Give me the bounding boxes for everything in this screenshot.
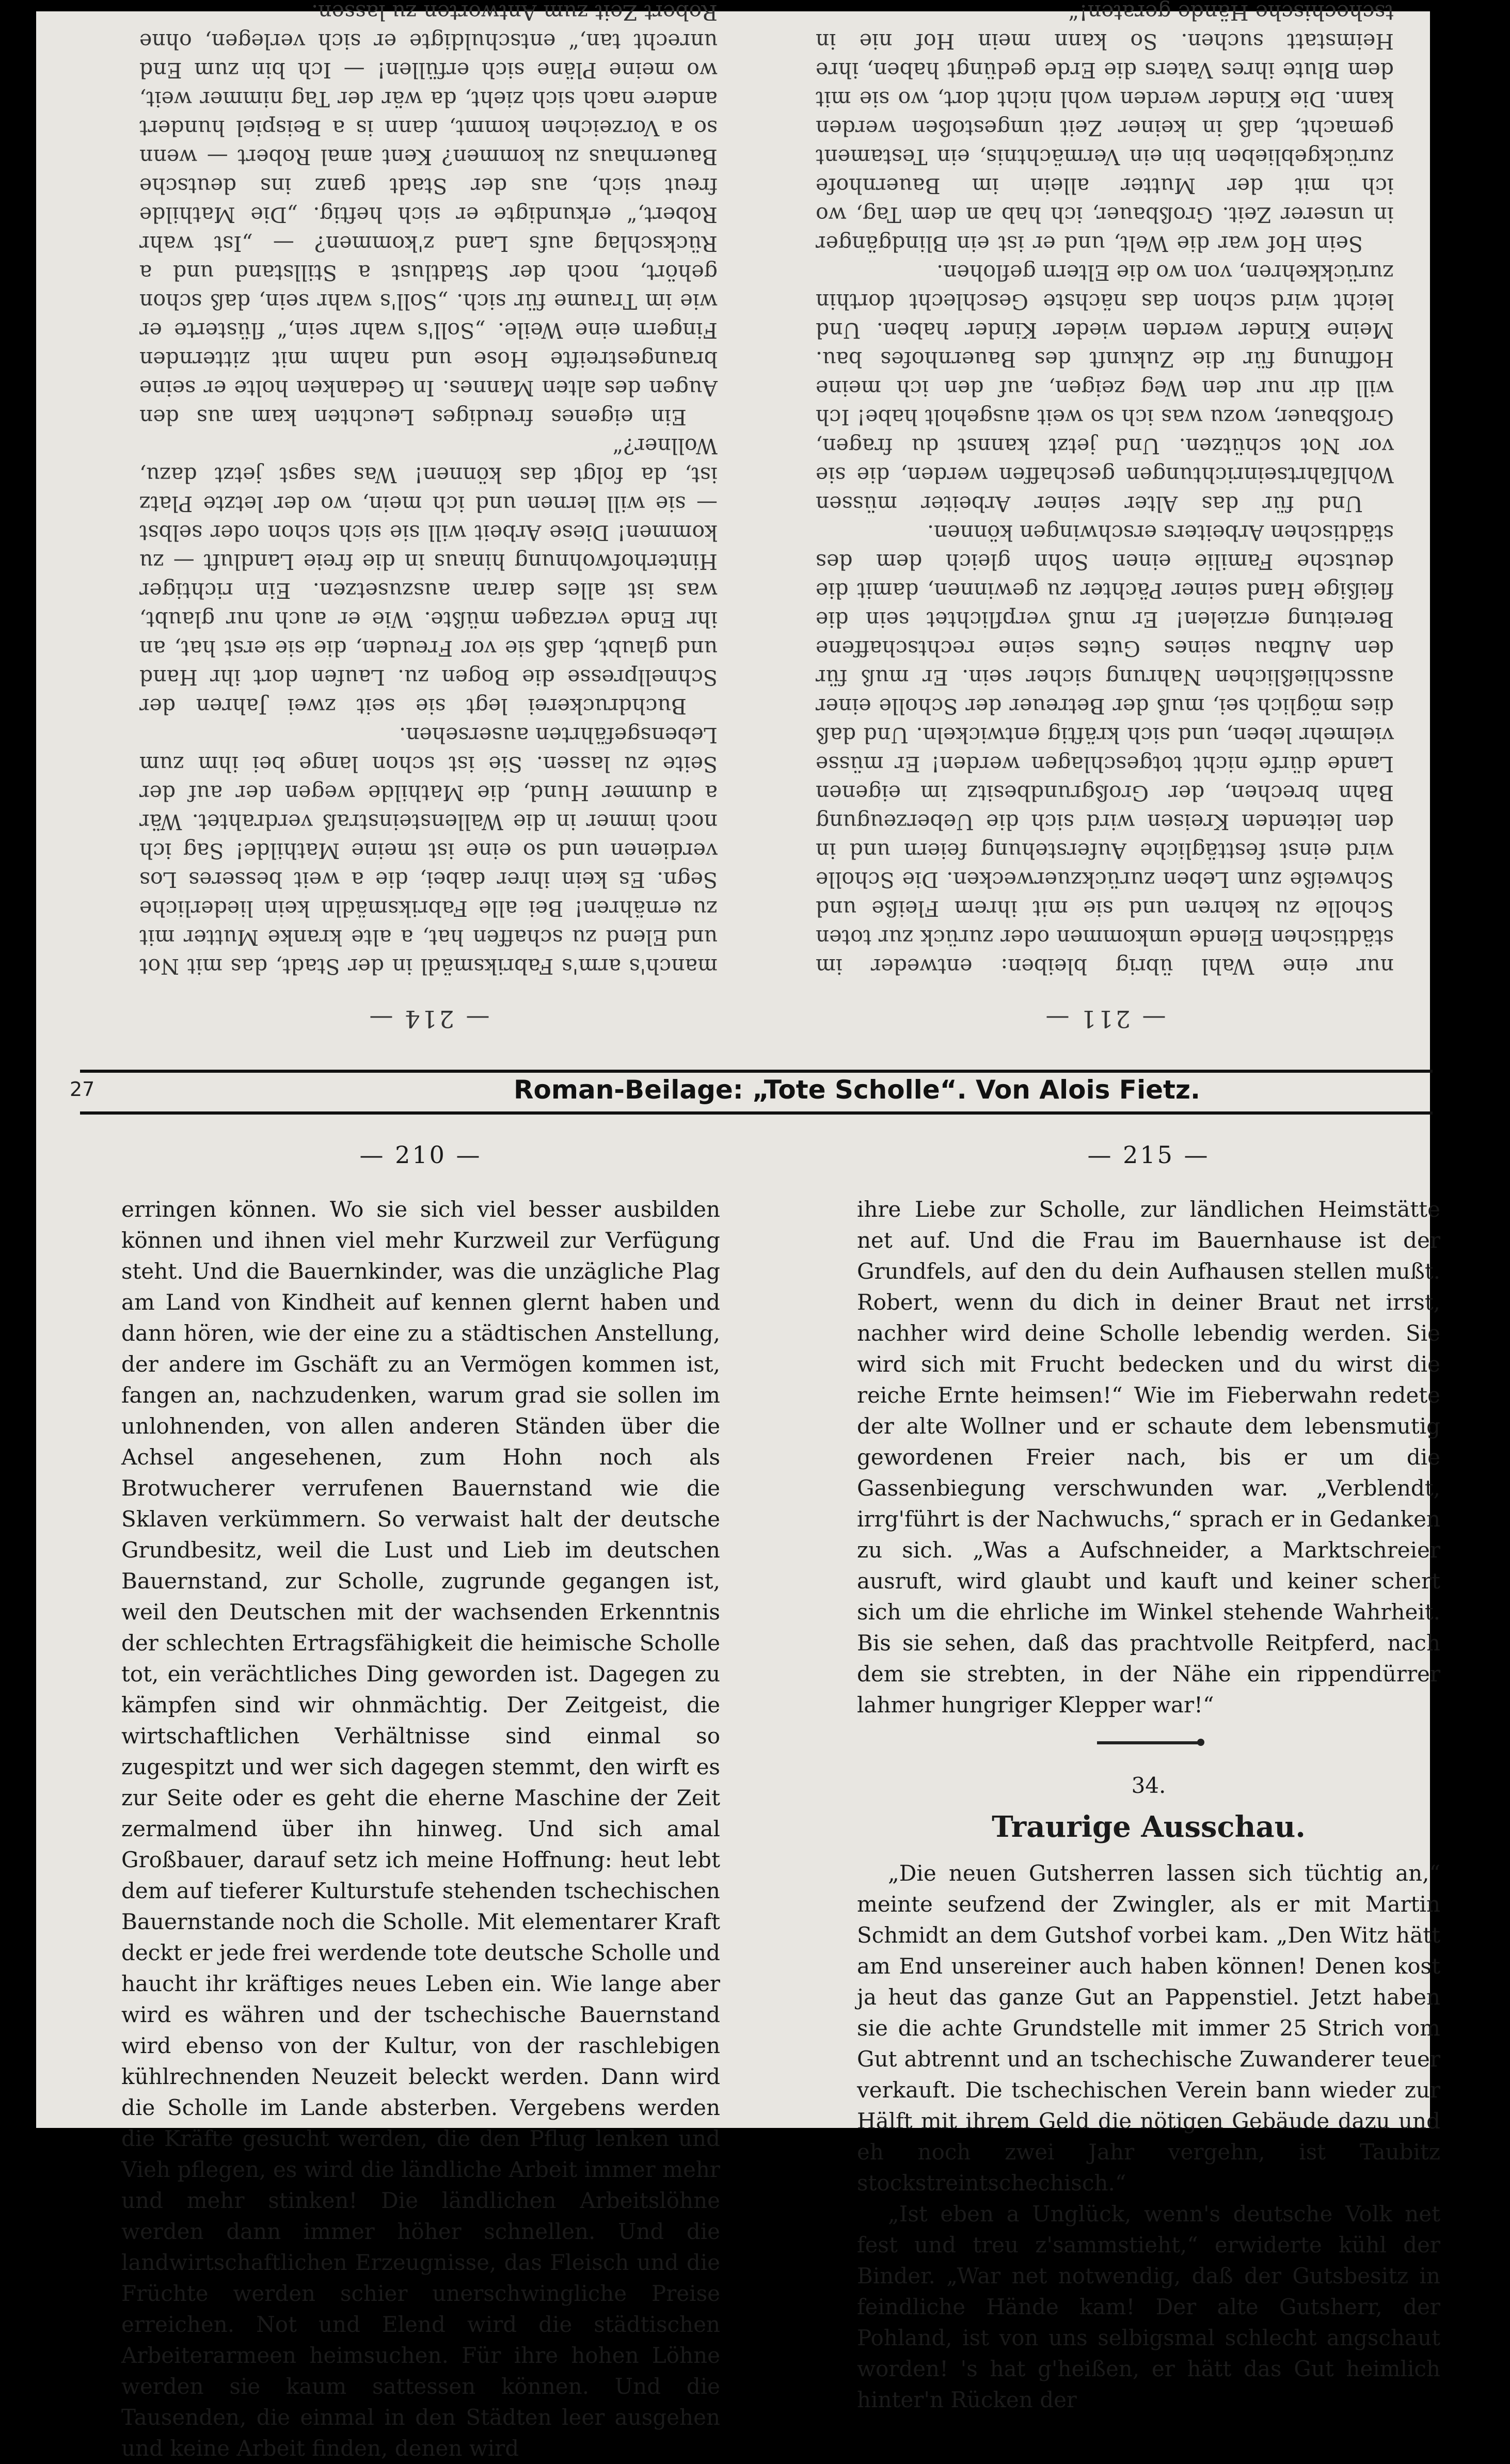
paragraph: Buchdruckerei legt sie seit zwei Jahren der Schnellpresse die Bogen zu. Laufen dort ihr Hand und glaubt, daß sie vor Freuden, die sie erst hat, an ihr Ende verzagen müßte. Wie er auch nur glaubt, was ist alles daran auszusetzen. Ein richtiger Hinterhofwohnung hinaus in die freie Landluft — zu kommen! Diese Arbeit will sie sich schon oder selbst — sie will lernen und ich mein, wo der letzte Platz ist, da folgt das können! Was sagst jetzt dazu, Wollner?“	[139, 434, 718, 719]
paragraph: nur eine Wahl übrig bleiben: entweder im städtischen Elende umkommen oder zurück zur toten Scholle zu kehren und sie mit ihrem Fleiße und Schweiße zum Leben zurückzuerwecken. Die Scholle wird einst festtägliche Auferstehung feiern und in den leitenden Kreisen wird sich die Ueberzeugung Bahn brechen, der Großgrundbesitz im eigenen Lande dürfe nicht totgeschlagen werden! Er müsse vielmehr leben, und sich kräftig entwickeln. Und daß dies möglich sei, muß der Betreuer der Scholle einer ausschließlichen Nahrung sicher sein. Er muß für den Aufbau seines Gutes seine rechtschaffene Bereitung erzielen! Er muß verpflichtet sein die fleißige Hand seiner Pächter zu gewinnen, damit die deutsche Familie einen Sohn gleich dem des städtischen Arbeiters erschwingen können.	[816, 520, 1394, 979]
section-separator	[1097, 1741, 1200, 1744]
sheet-number: 27	[70, 1078, 95, 1101]
upside-down-pages	[36, 0, 1430, 1064]
newspaper-sheet	[36, 0, 1440, 2461]
page-210-column	[121, 1139, 720, 2464]
paragraph: „Die neuen Gutsherren lassen sich tüchtig an,“ meinte seufzend der Zwingler, als er mit Martin Schmidt an dem Gutshof vorbei kam. „Den Witz hätt am End unsereiner auch haben können! Denen kost ja heut das ganze Gut an Pappenstiel. Jetzt haben sie die achte Grundstelle mit immer 25 Strich vom Gut abtrennt und an tschechische Zuwanderer teuer verkauft. Die tschechischen Verein bann wieder zur Hälft mit ihrem Geld die nötigen Gebäude dazu und eh noch zwei Jahr vergehn, ist Taubitz stockstreintschechisch.“	[857, 1861, 1440, 2196]
paragraph: Sein Hof war die Welt, und er ist ein Blindgänger in unserer Zeit. Großbauer, ich hab an dem Tag, wo ich mit der Mutter allein im Bauernhofe zurückgeblieben bin ein Vermächtnis, ein Testament gemacht, daß in keiner Zeit umgestoßen werden kann. Die Kinder werden wohl nicht dort, wo sie mit dem Blute ihres Vaters die Erde gedüngt haben, ihre Heimstatt suchen. So kann mein Hof nie in tschechische Hände geraten!“	[816, 0, 1394, 256]
paragraph: „Ist eben a Unglück, wenn's deutsche Volk net fest und treu z'sammstieht,“ erwiderte kühl der Binder. „War net notwendig, daß der Gutsbesitz in feindliche Hände kam! Der alte Gutsherr, der Pohland, ist von uns selbigsmal schlecht angschaut worden! 's hat g'heißen, er hätt das Gut heimlich hinter'n Rücken der	[857, 2201, 1440, 2412]
paragraph: Und für das Alter seiner Arbeiter müssen Wohlfahrtseinrichtungen geschaffen werden, die sie vor Not schützen. Und jetzt kannst du fragen, Großbauer, wozu was ich so weit ausgeholt habe! Ich will dir nur den Weg zeigen, auf den ich meine Hoffnung für die Zukunft des Bauernhofes bau. Meine Kinder werden wieder Kinder haben. Und leicht wird schon das nächste Geschlecht dorthin zurückkehren, von wo die Eltern geflohen.	[816, 260, 1394, 516]
paragraph: Ein eigenes freudiges Leuchten kam aus den Augen des alten Mannes. In Gedanken holte er seine braungestreifte Hose und nahm mit zitternden Fingern eine Weile. „Soll's wahr sein,“ flüsterte er wie im Traume für sich. „Soll's wahr sein, daß schon gehört, noch der Stadtlust a Stillstand und a Rückschlag aufs Land z'kommen? — „Ist wahr Robert,“ erkundigte er sich heftig. „Die Mathilde freut sich, aus der Stadt ganz ins deutsche Bauernhaus zu kommen? Kent amal Robert — wenn so a Vorzeichen kommt, dann is a Beispiel hundert andere nach sich zieht, da wär der Tag nimmer weit, wo meine Pläne sich erfüllen! — Ich bin zum End unrecht tan,“ entschuldigte er sich verlegen, ohne Robert Zeit zum Antworten zu lassen.	[139, 0, 718, 430]
paragraph: manch's arm's Fabriksmädl in der Stadt, das mit Not und Elend zu schaffen hat, a alte kranke Mutter mit zu ernähren! Bei alle Fabriksmädln kein liederliche Segn. Es kein ihrer dabei, die a weit besseres Los verdienen und so eine ist meine Mathilde! Sag ich noch immer in die Wallensteinstraß verdrahtet. Wär a dummer Hund, die Mathilde wegen der auf der Seite zu lassen. Sie ist schon lange bei ihm zum Lebensgefährten ausersehen.	[139, 723, 718, 979]
page-number-210: — 210 —	[359, 1141, 482, 1169]
paragraph: ihre Liebe zur Scholle, zur ländlichen Heimstätte net auf. Und die Frau im Bauernhause ist der Grundfels, auf den du dein Aufhausen stellen mußt. Robert, wenn du dich in deiner Braut net irrst, nachher wird deine Scholle lebendig werden. Sie wird sich mit Frucht bedecken und du wirst die reiche Ernte heimsen!“ Wie im Fieberwahn redete der alte Wollner und er schaute dem lebensmutig gewordenen Freier nach, bis er um die Gassenbiegung verschwunden war. „Verblendt, irrg'führt is der Nachwuchs,“ sprach er in Gedanken zu sich. „Was a Aufschneider, a Marktschreier ausruft, wird glaubt und kauft und keiner schert sich um die ehrliche im Winkel stehende Wahrheit. Bis sie sehen, daß das prachtvolle Reitpferd, nach dem sie strebten, in der Nähe ein rippendürrer lahmer hungriger Klepper war!“	[857, 1197, 1440, 1718]
page-214-column	[139, 0, 718, 1034]
chapter-title: Traurige Ausschau.	[992, 1810, 1306, 1844]
separator-dot	[1197, 1739, 1204, 1746]
novel-supplement-banner	[70, 1070, 1433, 1115]
chapter-number: 34.	[1131, 1773, 1166, 1798]
page-211-column	[816, 0, 1394, 1034]
banner-title: Roman-Beilage: „Tote Scholle“. Von Alois Fietz.	[514, 1075, 1201, 1105]
page-215-column	[857, 1139, 1440, 2415]
paragraph: erringen können. Wo sie sich viel besser ausbilden können und ihnen viel mehr Kurzweil zur Verfügung steht. Und die Bauernkinder, was die unzägliche Plag am Land von Kindheit auf kennen glernt haben und dann hören, wie der eine zu a städtischen Anstellung, der andere im Gschäft zu an Vermögen kommen ist, fangen an, nachzudenken, warum grad sie sollen im unlohnenden, von allen anderen Ständen über die Achsel angesehenen, zum Hohn noch als Brotwucherer verrufenen Bauernstand wie die Sklaven verkümmern. So verwaist halt der deutsche Grundbesitz, weil die Lust und Lieb im deutschen Bauernstand, zur Scholle, zugrunde gegangen ist, weil den Deutschen mit der wachsenden Erkenntnis der schlechten Ertragsfähigkeit die heimische Scholle tot, ein verächtliches Ding geworden ist. Dagegen zu kämpfen sind wir ohnmächtig. Der Zeitgeist, die wirtschaftlichen Verhältnisse sind einmal so zugespitzt und wer sich dagegen stemmt, den wirft es zur Seite oder es geht die eherne Maschine der Zeit zermalmend über ihn hinweg. Und sich amal Großbauer, darauf setz ich meine Hoffnung: heut lebt dem auf tieferer Kulturstufe stehenden tschechischen Bauernstande noch die Scholle. Mit elementarer Kraft deckt er jede frei werdende tote deutsche Scholle und haucht ihr kräftiges neues Leben ein. Wie lange aber wird es währen und der tschechische Bauernstand wird ebenso von der Kultur, von der raschlebigen kühlrechnenden Neuzeit beleckt werden. Dann wird die Scholle im Lande absterben. Vergebens werden die Kräfte gesucht werden, die den Pflug lenken und Vieh pflegen, es wird die ländliche Arbeit immer mehr und mehr stinken! Die ländlichen Arbeitslöhne werden dann immer höher schnellen. Und die landwirtschaftlichen Erzeugnisse, das Fleisch und die Früchte werden schier unerschwingliche Preise erreichen. Not und Elend wird die städtischen Arbeiterarmeen heimsuchen. Für ihre hohen Löhne werden sie kaum sattessen können. Und die Tausenden, die einmal in den Städten leer ausgehen und keine Arbeit finden, denen wird	[121, 1197, 720, 2461]
page-number-214: — 214 —	[367, 1005, 490, 1033]
page-number-215: — 215 —	[1087, 1141, 1210, 1169]
page-number-211: — 211 —	[1043, 1005, 1166, 1033]
